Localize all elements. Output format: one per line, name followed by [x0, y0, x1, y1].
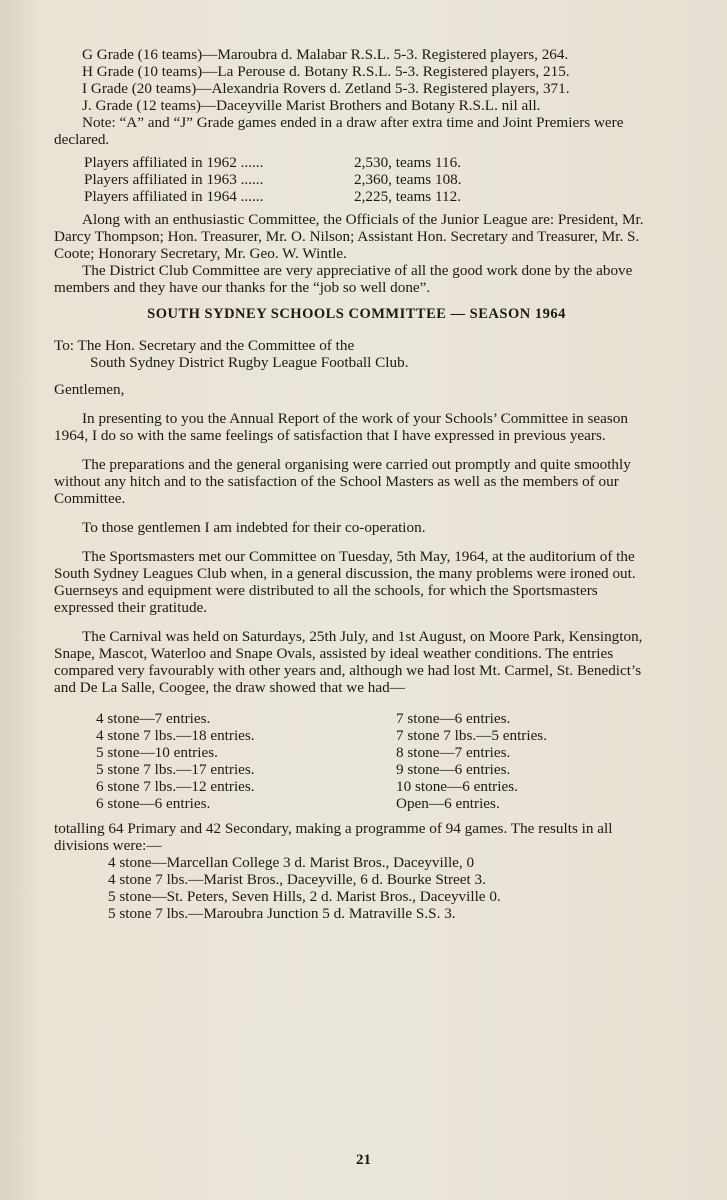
address-line: South Sydney District Rugby League Football Club.: [90, 354, 409, 371]
entry-item: 7 stone—6 entries.: [396, 710, 511, 727]
stat-row: [84, 188, 659, 205]
entry-item: 9 stone—6 entries.: [396, 761, 511, 778]
players-affiliated-table: [84, 154, 659, 205]
report-paragraph: The Sportsmasters met our Committee on Tuesday, 5th May, 1964, at the auditorium of the South Sydney Leagues Club when, in a general discussion, the many problems were ironed out. Guernseys and equipment were distributed to all the schools, for which the Sportsmasters expressed their gratitude.: [54, 548, 636, 616]
report-paragraph: The preparations and the general organising were carried out promptly and quite smoothly without any hitch and to the satisfaction of the School Masters as well as the members of our Committee.: [54, 456, 631, 507]
appreciation-paragraph: The District Club Committee are very appreciative of all the good work done by the above members and they have our thanks for the “job so well done”.: [54, 262, 633, 296]
stat-row: [84, 171, 659, 188]
stat-label: Players affiliated in 1963 ......: [84, 171, 264, 188]
stat-value: 2,530, teams 116.: [354, 154, 462, 171]
result-item: 4 stone—Marcellan College 3 d. Marist Bros., Daceyville, 0: [108, 854, 475, 871]
stat-label: Players affiliated in 1962 ......: [84, 154, 264, 171]
address-block: [54, 337, 659, 371]
entries-column-right: [396, 710, 656, 812]
grade-note: Note: “A” and “J” Grade games ended in a draw after extra time and Joint Premiers were declared.: [54, 114, 624, 148]
entries-list: [96, 710, 659, 812]
totalling-paragraph: totalling 64 Primary and 42 Secondary, making a programme of 94 games. The results in all divisions were:—: [54, 820, 613, 854]
salutation: Gentlemen,: [54, 381, 125, 398]
report-paragraph: The Carnival was held on Saturdays, 25th July, and 1st August, on Moore Park, Kensington, Snape, Mascot, Waterloo and Snape Ovals, assisted by ideal weather conditions. The entries compared very favourably with other years and, although we had lost Mt. Carmel, St. Benedict’s and De La Salle, Coogee, the draw showed that we had—: [54, 628, 643, 696]
grade-j-result: J. Grade (12 teams)—Daceyville Marist Brothers and Botany R.S.L. nil all.: [82, 97, 541, 114]
grade-i-result: I Grade (20 teams)—Alexandria Rovers d. Zetland 5-3. Registered players, 371.: [82, 80, 570, 97]
grade-g-result: G Grade (16 teams)—Maroubra d. Malabar R.S.L. 5-3. Registered players, 264.: [82, 46, 569, 63]
stat-value: 2,225, teams 112.: [354, 188, 462, 205]
stat-row: [84, 154, 659, 171]
report-paragraph: In presenting to you the Annual Report of the work of your Schools’ Committee in season 1964, I do so with the same feelings of satisfaction that I have expressed in previous years.: [54, 410, 628, 444]
entry-item: 4 stone—7 entries.: [96, 710, 211, 727]
report-paragraph: To those gentlemen I am indebted for their co-operation.: [82, 519, 426, 536]
entry-item: 4 stone 7 lbs.—18 entries.: [96, 727, 255, 744]
address-line: To: The Hon. Secretary and the Committee of the: [54, 337, 355, 354]
entry-item: 8 stone—7 entries.: [396, 744, 511, 761]
page-body: [54, 46, 659, 922]
entries-column-left: [96, 710, 396, 812]
section-heading: SOUTH SYDNEY SCHOOLS COMMITTEE — SEASON 1964: [147, 306, 566, 322]
officials-paragraph: Along with an enthusiastic Committee, the Officials of the Junior League are: President, Mr. Darcy Thompson; Hon. Treasurer, Mr. O. Nilson; Assistant Hon. Secretary and Treasurer, Mr. S. Coote; Honorary Secretary, Mr. Geo. W. Wintle.: [54, 211, 644, 262]
page-number: 21: [356, 1152, 371, 1168]
results-list: [54, 854, 659, 922]
result-item: 4 stone 7 lbs.—Marist Bros., Daceyville, 6 d. Bourke Street 3.: [108, 871, 486, 888]
entry-item: 5 stone—10 entries.: [96, 744, 218, 761]
entry-item: 5 stone 7 lbs.—17 entries.: [96, 761, 255, 778]
result-item: 5 stone—St. Peters, Seven Hills, 2 d. Marist Bros., Daceyville 0.: [108, 888, 501, 905]
result-item: 5 stone 7 lbs.—Maroubra Junction 5 d. Matraville S.S. 3.: [108, 905, 456, 922]
entry-item: 6 stone 7 lbs.—12 entries.: [96, 778, 255, 795]
stat-value: 2,360, teams 108.: [354, 171, 462, 188]
entry-item: Open—6 entries.: [396, 795, 500, 812]
entry-item: 6 stone—6 entries.: [96, 795, 211, 812]
entry-item: 7 stone 7 lbs.—5 entries.: [396, 727, 548, 744]
entry-item: 10 stone—6 entries.: [396, 778, 518, 795]
grade-h-result: H Grade (10 teams)—La Perouse d. Botany R.S.L. 5-3. Registered players, 215.: [82, 63, 570, 80]
stat-label: Players affiliated in 1964 ......: [84, 188, 264, 205]
